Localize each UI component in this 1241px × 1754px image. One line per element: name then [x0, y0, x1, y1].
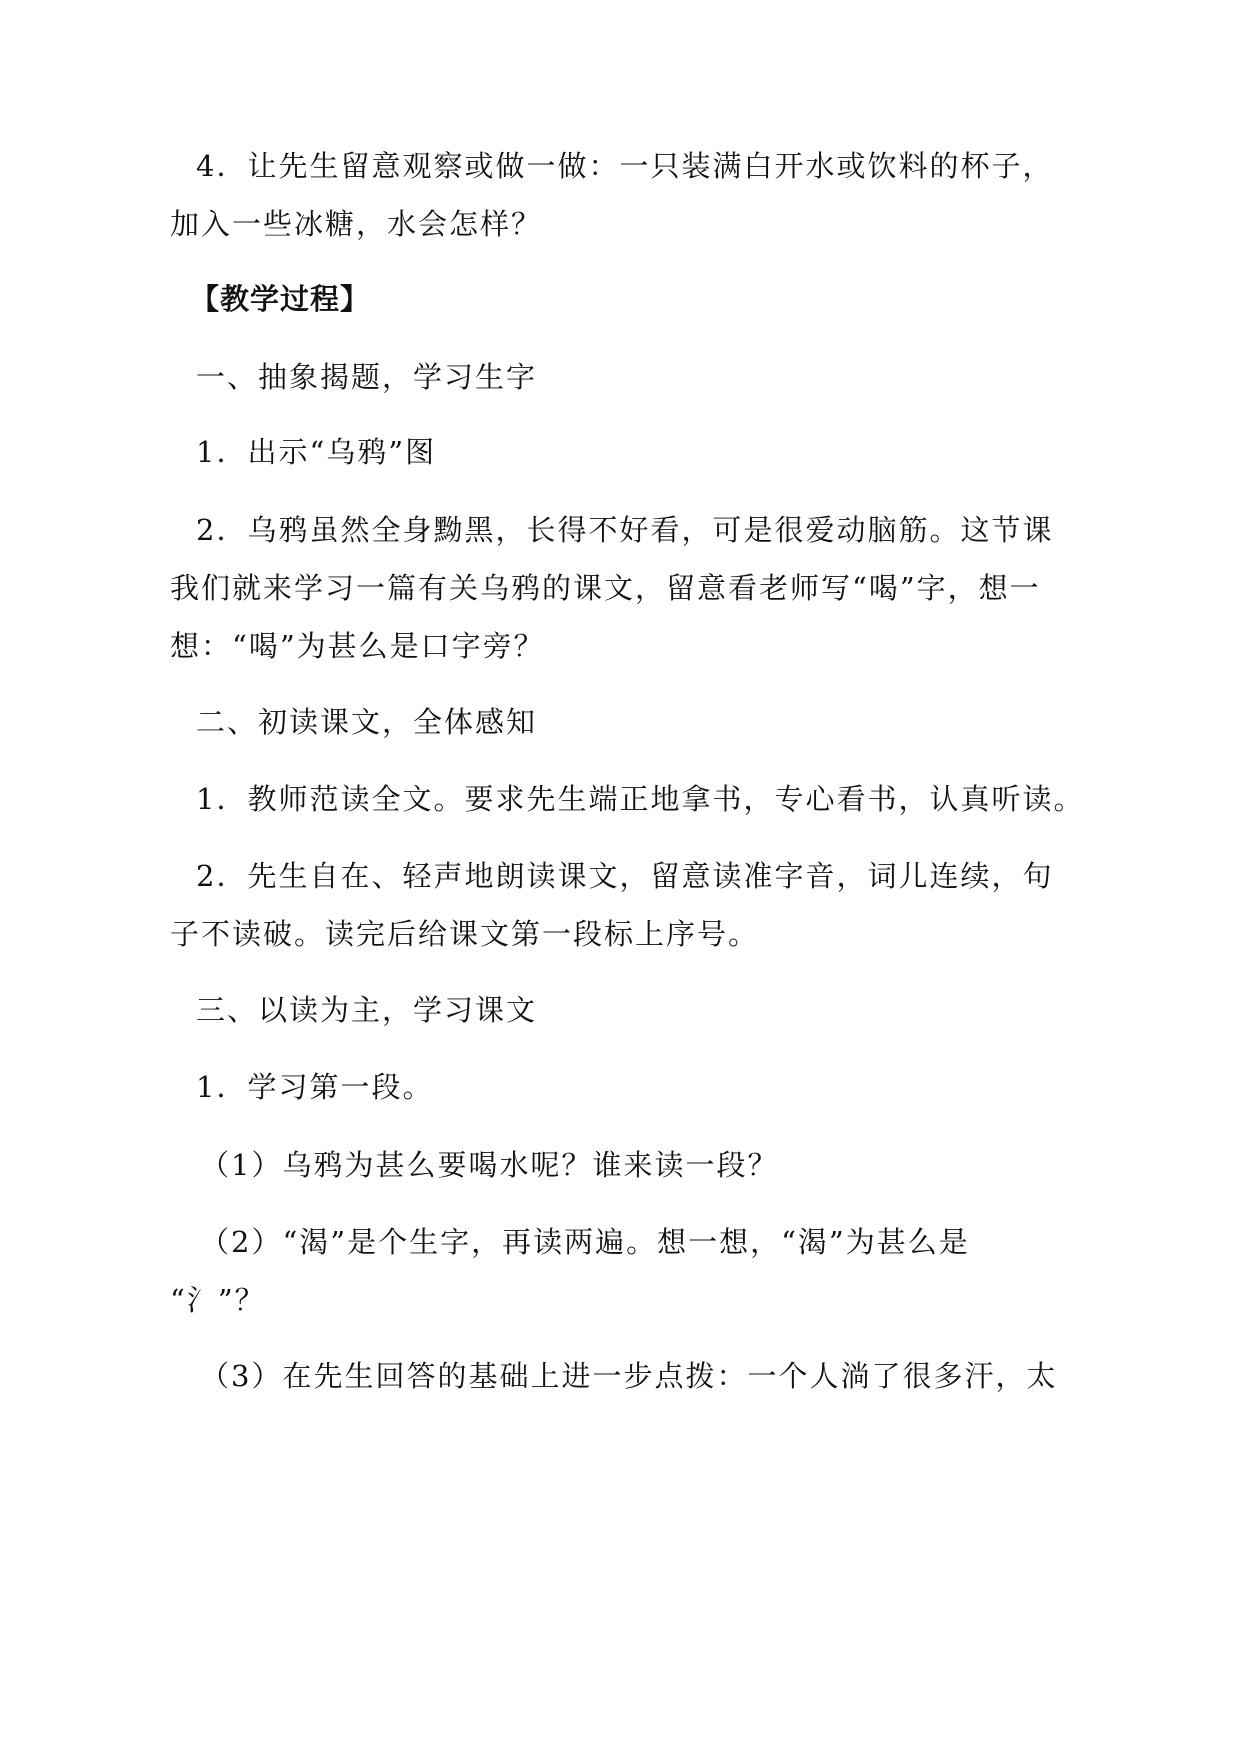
part-3-sub-2-line-2: “氵”？ [170, 1283, 266, 1317]
part-3-sub-1: （1）乌鸦为甚么要喝水呢？谁来读一段？ [200, 1148, 779, 1182]
prep-item-4-line-2: 加入一些冰糖，水会怎样？ [170, 207, 543, 241]
part-3-item-1: 1．学习第一段。 [196, 1070, 434, 1104]
part-3-sub-2-line-1: （2）“渴”是个生字，再读两遍。想一想，“渴”为甚么是 [200, 1225, 970, 1259]
prep-item-4-line-1: 4．让先生留意观察或做一做：一只装满白开水或饮料的杯子， [196, 149, 1054, 183]
part-1-item-2-line-2: 我们就来学习一篇有关乌鸦的课文，留意看老师写“喝”字，想一 [170, 571, 1041, 605]
part-1-title: 一、抽象揭题，学习生字 [196, 360, 538, 394]
part-1-item-1: 1．出示“乌鸦”图 [196, 435, 437, 469]
part-2-item-1: 1．教师范读全文。要求先生端正地拿书，专心看书，认真听读。 [196, 782, 1085, 816]
part-2-item-2-line-2: 子不读破。读完后给课文第一段标上序号。 [170, 917, 760, 951]
part-3-title: 三、以读为主，学习课文 [196, 993, 538, 1027]
part-1-item-2-line-3: 想：“喝”为甚么是口字旁？ [170, 629, 545, 663]
part-3-sub-3-line-1: （3）在先生回答的基础上进一步点拨：一个人淌了很多汗，太 [200, 1359, 1058, 1393]
part-2-title: 二、初读课文，全体感知 [196, 705, 538, 739]
section-heading: 【教学过程】 [190, 282, 371, 316]
part-2-item-2-line-1: 2．先生自在、轻声地朗读课文，留意读准字音，词儿连续，句 [196, 859, 1054, 893]
part-1-item-2-line-1: 2．乌鸦虽然全身黝黑，长得不好看，可是很爱动脑筋。这节课 [196, 513, 1054, 547]
